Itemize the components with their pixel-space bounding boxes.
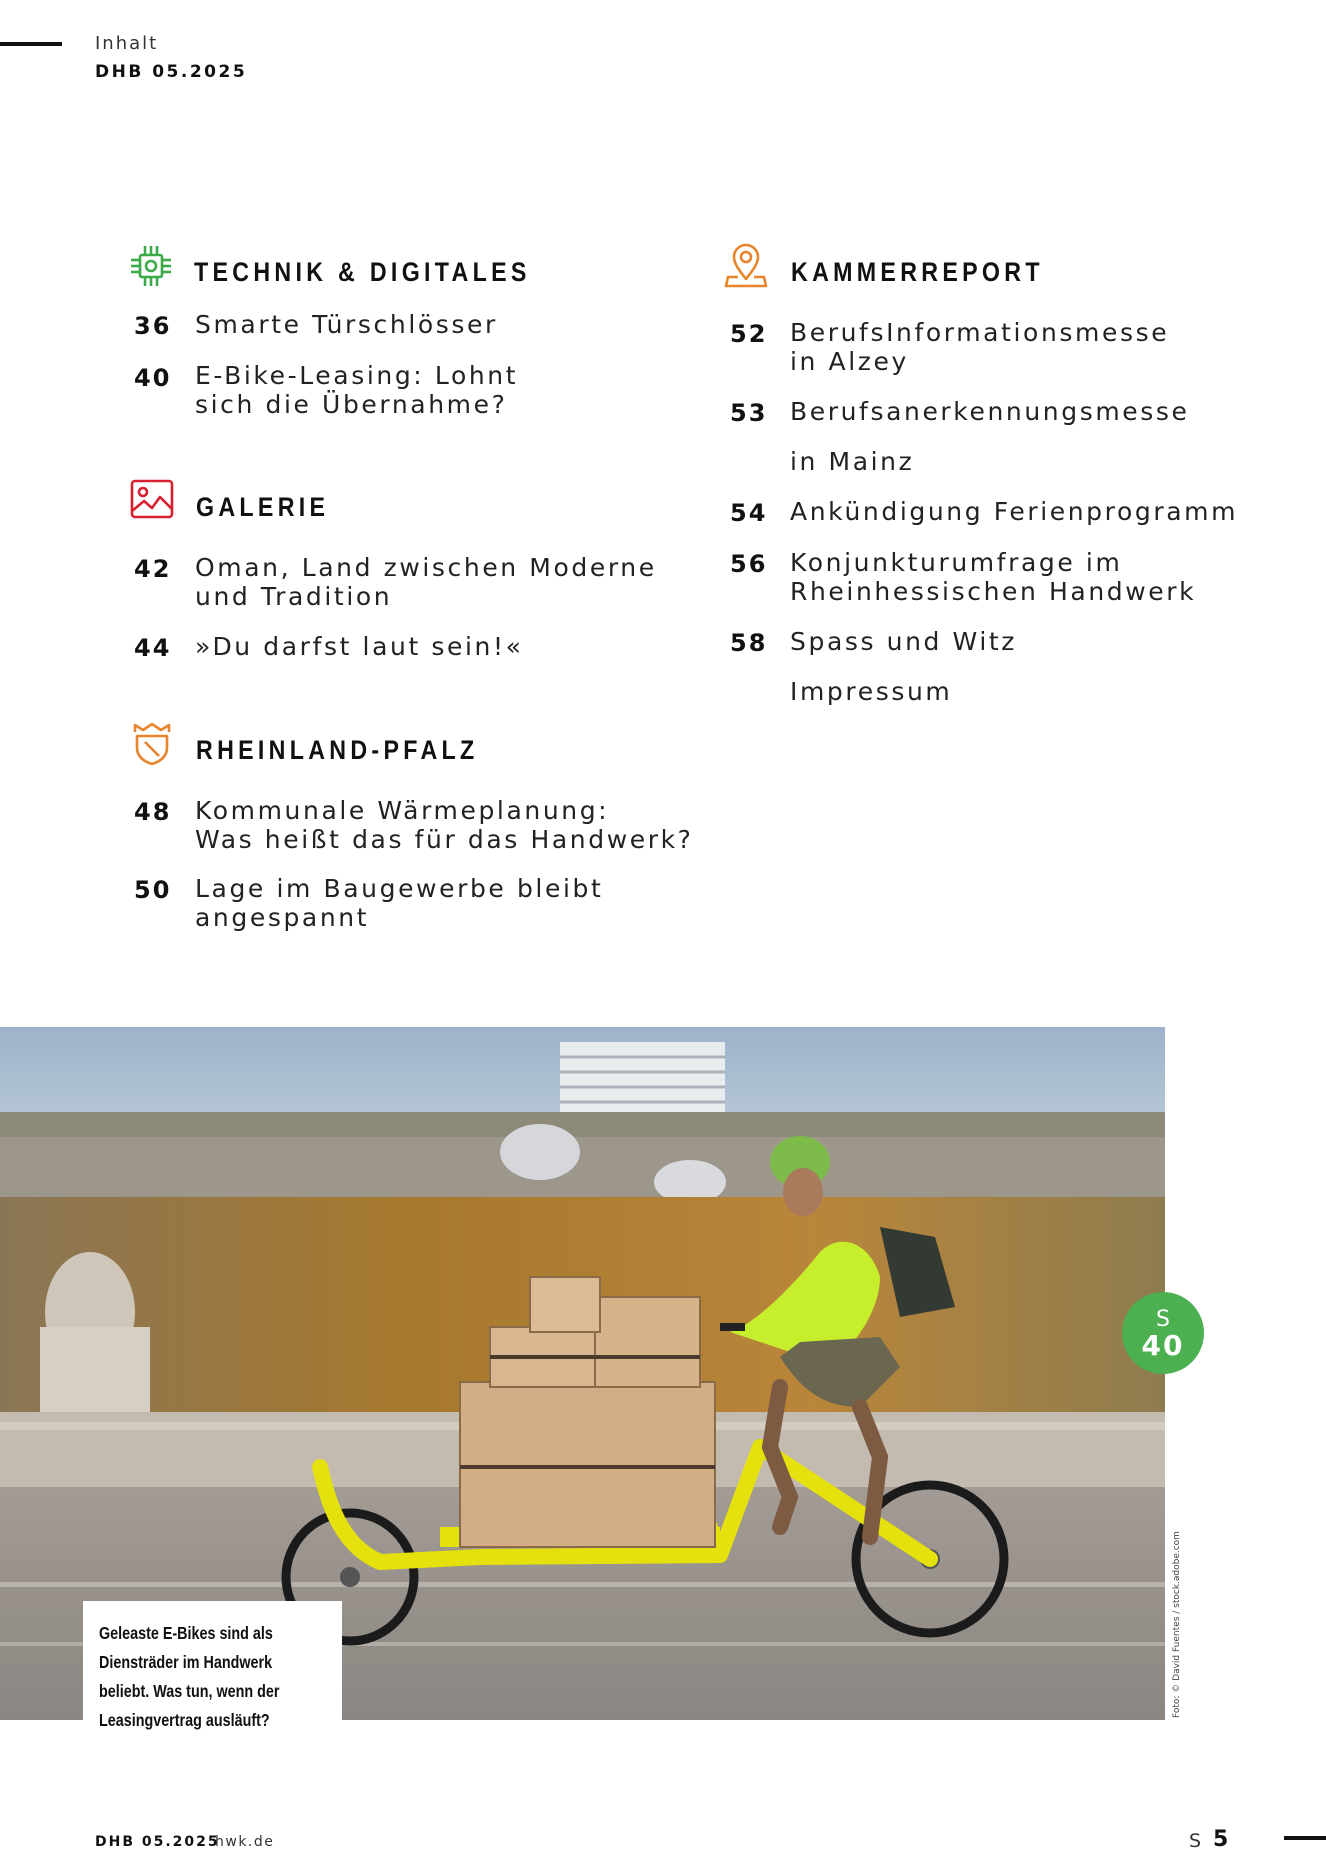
photo-credit: Foto: © David Fuentes / stock.adobe.com	[1172, 1531, 1182, 1718]
toc-entry-line: Konjunkturumfrage im	[790, 548, 1123, 577]
toc-entry-title[interactable]	[195, 796, 694, 854]
location-pin-icon	[724, 243, 768, 289]
badge-page: 40	[1141, 1329, 1185, 1362]
page-reference-badge[interactable]	[1122, 1292, 1204, 1374]
section-title-technik: TECHNIK & DIGITALES	[194, 257, 531, 287]
photo-caption	[83, 1601, 342, 1730]
toc-entry-line: BerufsInformationsmesse	[790, 318, 1170, 347]
section-title-galerie: GALERIE	[196, 492, 330, 522]
toc-entry-title[interactable]	[790, 318, 1169, 376]
toc-entry-line: angespannt	[195, 903, 370, 932]
caption-line: Geleaste E-Bikes sind als	[99, 1623, 273, 1643]
toc-entry-line: Kommunale Wärmeplanung:	[195, 796, 610, 825]
toc-page-number: 44	[134, 634, 172, 662]
toc-entry-title[interactable]: Smarte Türschlösser	[195, 310, 498, 339]
header-issue: DHB 05.2025	[95, 62, 248, 82]
section-title-kammerreport: KAMMERREPORT	[791, 257, 1044, 287]
toc-page-number: 58	[730, 629, 768, 657]
caption-line: beliebt. Was tun, wenn der	[99, 1681, 280, 1701]
toc-entry-title[interactable]	[790, 548, 1196, 606]
caption-line: Diensträder im Handwerk	[99, 1652, 273, 1672]
toc-entry-title[interactable]: Ankündigung Ferienprogramm	[790, 497, 1239, 526]
toc-entry-line: und Tradition	[195, 582, 393, 611]
section-title-rlp: RHEINLAND-PFALZ	[196, 735, 479, 765]
toc-entry-title[interactable]	[195, 874, 603, 932]
toc-page-number: 56	[730, 550, 768, 578]
toc-page-number: 40	[134, 364, 172, 392]
toc-entry-line: in Alzey	[790, 347, 909, 376]
toc-page-number: 36	[134, 312, 172, 340]
toc-page-number: 54	[730, 499, 768, 527]
toc-page-number: 42	[134, 555, 172, 583]
badge-prefix: S	[1156, 1307, 1170, 1332]
picture-icon	[130, 477, 174, 521]
toc-page-number: 48	[134, 798, 172, 826]
toc-entry-line: Lage im Baugewerbe bleibt	[195, 874, 604, 903]
footer-page-prefix: S	[1189, 1830, 1202, 1852]
toc-entry-title[interactable]	[195, 361, 518, 419]
toc-entry-title[interactable]: Spass und Witz	[790, 627, 1018, 656]
toc-entry-line: Rheinhessischen Handwerk	[790, 577, 1197, 606]
footer-rule	[1284, 1836, 1326, 1840]
toc-entry-title[interactable]: in Mainz	[790, 447, 915, 476]
toc-page-number: 52	[730, 320, 768, 348]
header-label: Inhalt	[95, 33, 159, 54]
toc-entry-title[interactable]: Berufsanerkennungsmesse	[790, 397, 1190, 426]
circuit-chip-icon	[129, 244, 173, 288]
toc-page-number: 53	[730, 399, 768, 427]
footer-page-number: 5	[1213, 1827, 1229, 1852]
toc-entry-title[interactable]: Impressum	[790, 677, 953, 706]
toc-entry-line: E-Bike-Leasing: Lohnt	[195, 361, 519, 390]
caption-line: Leasingvertrag ausläuft?	[99, 1710, 270, 1730]
header-rule	[0, 42, 62, 46]
toc-entry-title[interactable]	[195, 553, 657, 611]
toc-entry-line: sich die Übernahme?	[195, 390, 508, 419]
toc-entry-title[interactable]: »Du darfst laut sein!«	[195, 632, 524, 661]
footer-issue: DHB 05.2025	[95, 1834, 220, 1850]
toc-page-number: 50	[134, 876, 172, 904]
toc-entry-line: Oman, Land zwischen Moderne	[195, 553, 657, 582]
footer-url[interactable]: hwk.de	[215, 1834, 275, 1850]
crest-crown-icon	[131, 722, 173, 766]
toc-entry-line: Was heißt das für das Handwerk?	[195, 825, 694, 854]
